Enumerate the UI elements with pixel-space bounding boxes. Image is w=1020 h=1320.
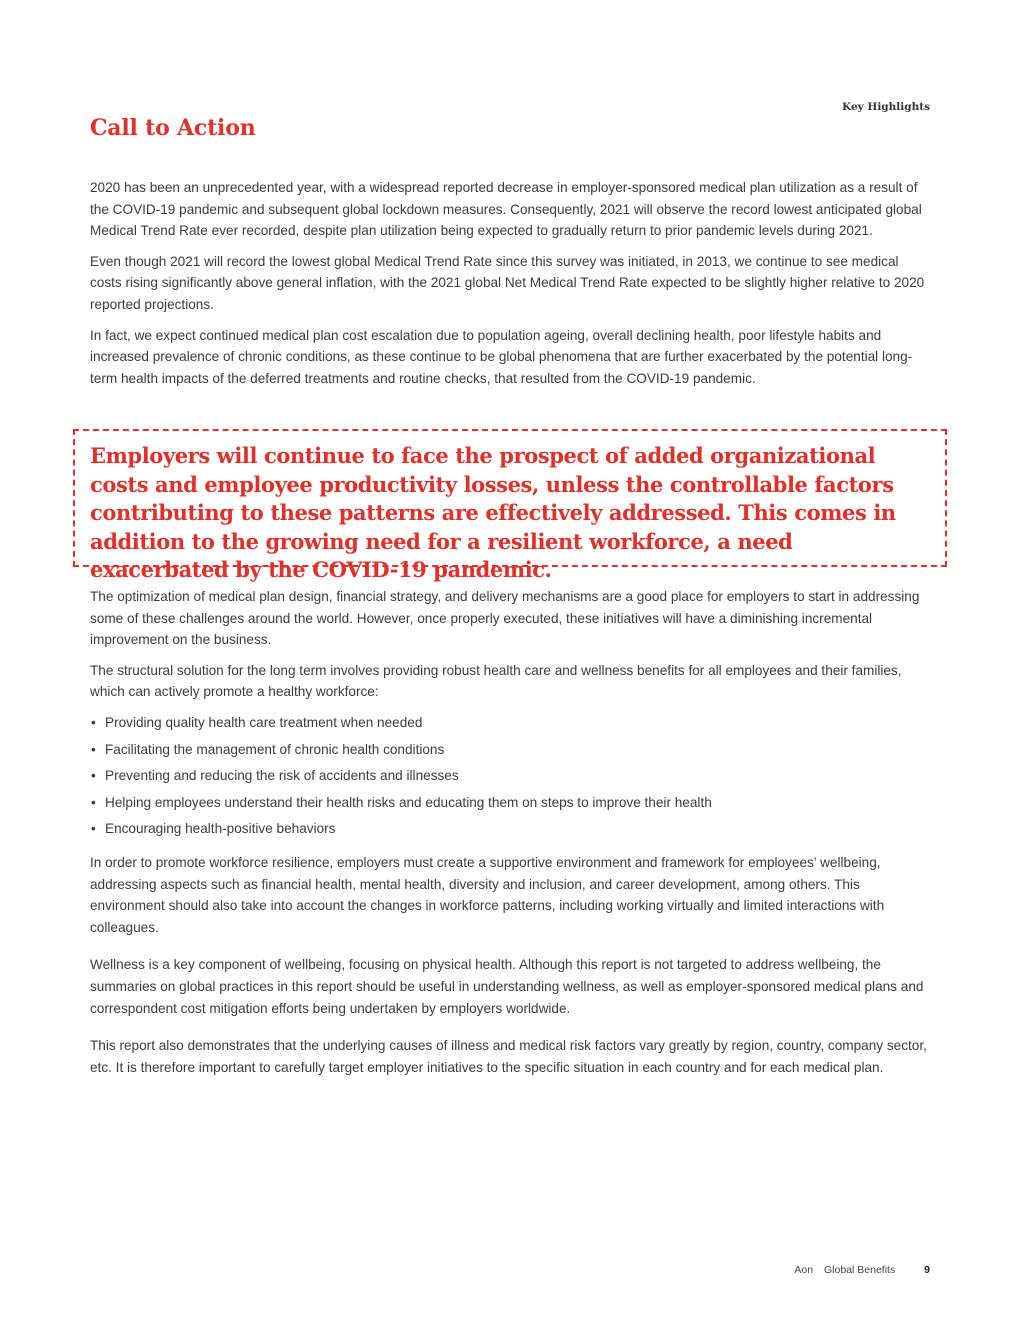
- intro-paragraph-1: 2020 has been an unprecedented year, with a widespread reported decrease in employer-sponsored medical plan utilization as a result of the COVID-19 pandemic and subsequent global lockdown measures. Consequently, 2021 will observe the record lowest anticipated global Medical Trend Rate ever recorded, despite plan utilization being expected to gradually return to prior pandemic levels during 2021.: [90, 180, 922, 239]
- intro-section: [90, 177, 930, 398]
- bullet-icon: •: [91, 714, 96, 730]
- intro-paragraph-3: In fact, we expect continued medical plan cost escalation due to population ageing, overall declining health, poor lifestyle habits and increased prevalence of chronic conditions, as these continue to be global phenomena that are further exacerbated by the potential long-term health impacts of the deferred treatments and routine checks, that resulted from the COVID-19 pandemic.: [90, 327, 913, 386]
- solutions-section: [90, 586, 930, 845]
- callout-box: [73, 429, 947, 582]
- bullet-icon: •: [91, 741, 96, 757]
- closing-paragraph-3: This report also demonstrates that the underlying causes of illness and medical risk factors vary greatly by region, country, company sector, etc. It is therefore important to carefully target employer initiatives to the specific situation in each country and for each medical plan.: [90, 1038, 927, 1075]
- section-label: Key Highlights: [842, 101, 930, 113]
- bullet-icon: •: [91, 794, 96, 810]
- middle-paragraph-1: The optimization of medical plan design, financial strategy, and delivery mechanisms are a good place for employers to start in addressing some of these challenges around the world. However, once properly executed, these initiatives will have a diminishing incremental improvement on the business.: [90, 589, 920, 648]
- list-item: • Encouraging health-positive behaviors: [90, 818, 930, 840]
- list-item: • Providing quality health care treatment when needed: [90, 712, 930, 734]
- list-item: • Preventing and reducing the risk of accidents and illnesses: [90, 765, 930, 787]
- benefits-list: [90, 712, 930, 840]
- callout-text: Employers will continue to face the prospect of added organizational costs and employee productivity losses, unless the controllable factors contributing to these patterns are effectively addressed. This comes in addition to the growing need for a resilient workforce, a need exacerbated by the COVID-19 pandemic.: [90, 443, 896, 582]
- page-title: Call to Action: [90, 115, 256, 141]
- bullet-icon: •: [91, 768, 96, 784]
- list-item: • Helping employees understand their health risks and educating them on steps to improve their health: [90, 792, 930, 814]
- list-item: • Facilitating the management of chronic health conditions: [90, 739, 930, 761]
- footer-brand: Aon: [794, 1264, 814, 1276]
- page-number: 9: [924, 1264, 930, 1276]
- closing-section: [90, 852, 935, 1094]
- bullet-icon: •: [91, 821, 96, 837]
- closing-paragraph-1: In order to promote workforce resilience, employers must create a supportive environment and framework for employees’ wellbeing, addressing aspects such as financial health, mental health, diversity and inclusion, and career development, among others. This environment should also take into account the changes in workforce patterns, including working virtually and limited interactions with colleagues.: [90, 855, 885, 935]
- intro-paragraph-2: Even though 2021 will record the lowest global Medical Trend Rate since this survey was initiated, in 2013, we continue to see medical costs rising significantly above general inflation, with the 2021 global Net Medical Trend Rate expected to be slightly higher relative to 2020 reported projections.: [90, 253, 925, 312]
- closing-paragraph-2: Wellness is a key component of wellbeing, focusing on physical health. Although this report is not targeted to address wellbeing, the summaries on global practices in this report should be useful in understanding wellness, as well as employer-sponsored medical plans and correspondent cost mitigation efforts being undertaken by employers worldwide.: [90, 957, 924, 1016]
- page-footer: [794, 1264, 930, 1276]
- footer-publication: Global Benefits: [824, 1264, 896, 1276]
- middle-paragraph-2: The structural solution for the long term involves providing robust health care and wellness benefits for all employees and their families, which can actively promote a healthy workforce:: [90, 662, 902, 700]
